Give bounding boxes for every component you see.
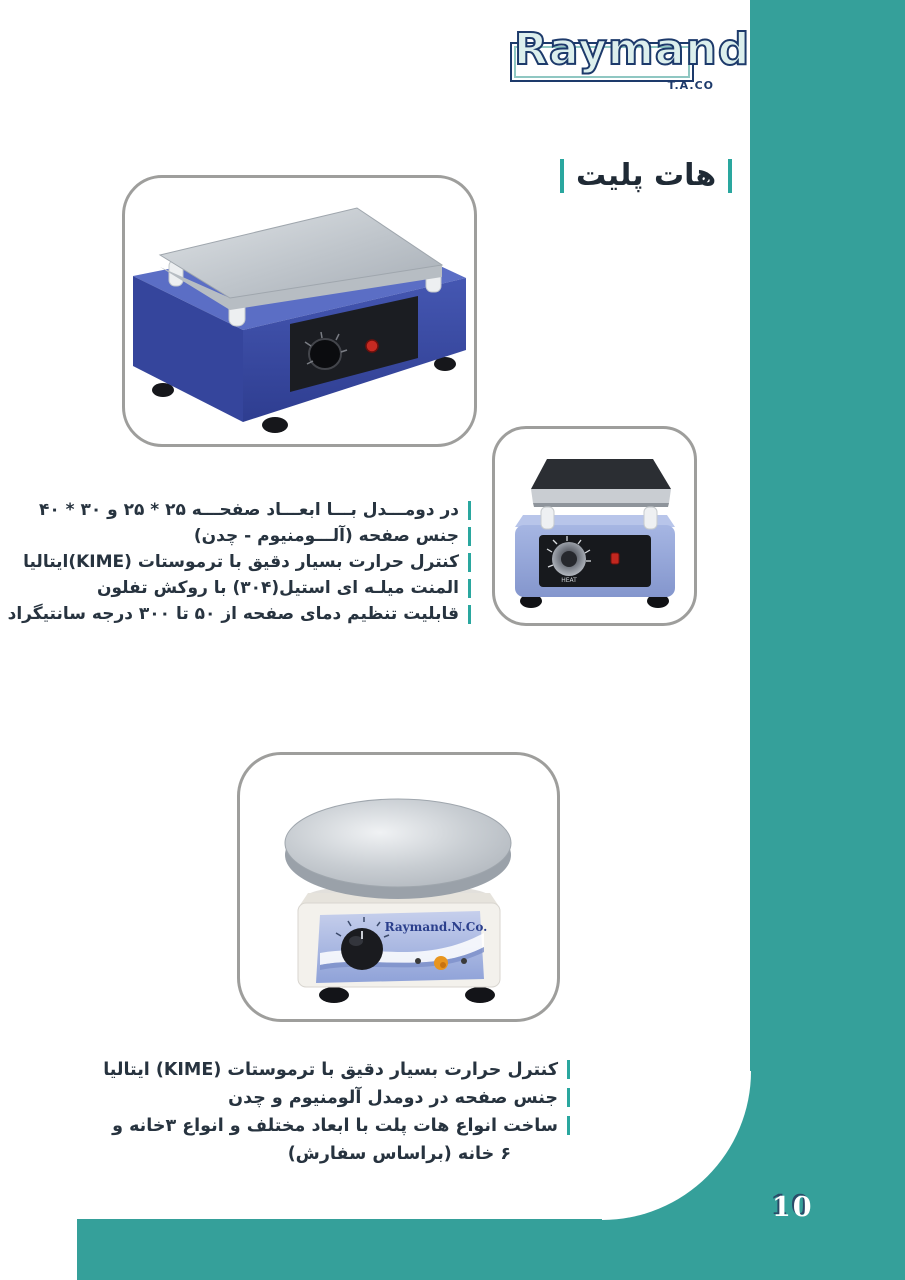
spec-text: ۶ خانه (براساس سفارش) [287, 1144, 511, 1164]
list-item [112, 1112, 570, 1140]
list-item [194, 523, 471, 549]
list-item [97, 575, 471, 601]
list-item [23, 549, 471, 575]
product-card-large-hotplate [122, 175, 477, 447]
title-bar-icon [728, 159, 732, 193]
product-photo-round-hotplate [240, 755, 557, 1019]
spec-text: جنس صفحه در دومدل آلومنیوم و چدن [228, 1088, 558, 1108]
title-bar-icon [560, 159, 564, 193]
bullet-bar-icon [468, 501, 471, 520]
list-item [39, 497, 471, 523]
bullet-bar-icon [468, 605, 471, 624]
bullet-bar-icon [567, 1116, 570, 1135]
list-item [228, 1084, 570, 1112]
bullet-bar-icon [567, 1088, 570, 1107]
spec-list-bottom [103, 1056, 570, 1168]
spec-text: قابلیت تنظیم دمای صفحه از ۵۰ تا ۳۰۰ درجه سانتیگراد [7, 604, 459, 624]
page-title: هات پلیت [576, 158, 717, 193]
teal-side-band [750, 0, 905, 1280]
panel-label-heat: HEAT [561, 577, 577, 584]
brand-logo [506, 24, 751, 96]
spec-list-top [8, 497, 471, 627]
product-photo-small-hotplate [495, 429, 694, 623]
bullet-bar-icon [567, 1060, 570, 1079]
spec-text: المنت میلـه ای استیل(۳۰۴) با روکش تفلون [96, 578, 459, 598]
page-number: 10 [772, 1192, 814, 1223]
panel-brand-text: Raymand.N.Co. [384, 920, 488, 934]
spec-text: کنترل حرارت بسیار دقیق با ترموستات (KIME) ایتالیا [103, 1060, 558, 1080]
bullet-bar-icon [468, 579, 471, 598]
teal-corner-curve [602, 1071, 751, 1220]
spec-text: جنس صفحه (آلـــومنیوم - چدن) [193, 526, 459, 546]
list-item [8, 601, 471, 627]
product-card-round-hotplate [237, 752, 560, 1022]
product-card-small-hotplate [492, 426, 697, 626]
bullet-bar-icon [468, 553, 471, 572]
logo-wordmark: Raymand [514, 24, 751, 75]
list-item-continuation [288, 1140, 511, 1168]
teal-bottom-band [77, 1219, 905, 1280]
spec-text: در دومـــدل بـــا ابعـــاد صفحـــه ۲۵ * ۲۵ و ۳۰ * ۴۰ [38, 500, 459, 520]
section-title [560, 158, 732, 193]
list-item [103, 1056, 570, 1084]
bullet-bar-icon [468, 527, 471, 546]
spec-text: کنترل حرارت بسیار دقیق با ترموستات (KIME)ایتالیا [23, 552, 459, 572]
spec-text: ساخت انواع هات پلت با ابعاد مختلف و انواع ۳خانه و [112, 1116, 558, 1136]
product-photo-large-hotplate [125, 178, 474, 444]
logo-suffix: T.A.CO [667, 79, 714, 92]
